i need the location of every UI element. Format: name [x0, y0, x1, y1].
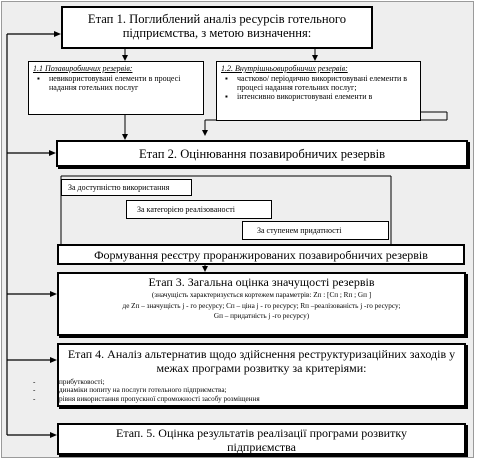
stage1-sub1-title: 1.1 Позавиробничих резервів: — [33, 64, 133, 73]
list-item: - рівня використання пропускної спроможності засобу розміщення — [33, 394, 260, 403]
dash-icon: - — [33, 377, 36, 386]
stage4-box — [33, 343, 466, 407]
stage2-registry-box — [57, 244, 465, 265]
stage1-sub2-list — [221, 74, 417, 102]
list-item: - динаміки попиту на послуги готельного підприємства; — [33, 386, 227, 395]
stage3-box — [57, 272, 466, 336]
stage2-criterion-realizability: За категорією реалізованості — [126, 200, 272, 219]
stage4-title: Етап 4. Аналіз альтернатив щодо здійснення реструктуризаційних заходів у межах програми розвитку за критеріями: — [67, 347, 456, 375]
stage3-formula-line: (значущість характеризується кортежем параметрів: Zп : [Cп ; Rп ; Gп ] — [151, 290, 372, 299]
stage1-box — [61, 6, 373, 49]
list-item: ▪ частково/ періодично використовувані елементи в процесі надання готельних послуг; — [225, 73, 408, 93]
stage3-formula-line: Gп – придатність j -го ресурсу) — [213, 312, 310, 321]
stage5-title: Етап. 5. Оцінка результатів реалізації програми розвитку підприємства — [115, 426, 408, 454]
stage2-box — [56, 140, 468, 167]
stage2-criterion-availability: За доступністю використання — [61, 179, 192, 196]
stage2-criterion-suitability: За ступенем придатності — [242, 221, 389, 240]
stage1-sub1-list — [33, 74, 200, 93]
stage1-sub2-box — [216, 61, 421, 121]
list-item: ▪ інтенсивно використовувані елементи в — [225, 92, 373, 102]
bullet-icon: ▪ — [37, 73, 40, 83]
stage5-box — [57, 423, 466, 455]
stage3-title: Етап 3. Загальна оцінка значущості резервів — [148, 275, 375, 289]
stage2-registry-text: Формування реєстру проранжированих позавиробничих резервів — [94, 248, 428, 262]
stage1-sub2-title: 1.2. Внутрішньовиробничих резервів: — [221, 64, 348, 73]
stage1-sub1-box — [28, 61, 204, 115]
stage3-formula-line: де Zп – значущість j - го ресурсу; Cп – ціна j - го ресурсу; Rп –реалізованість j -го ресурсу; — [122, 301, 401, 310]
list-item: ▪ невикористовувані елементи в процесі надання готельних послуг — [37, 73, 181, 93]
dash-icon: - — [33, 386, 36, 395]
bullet-icon: ▪ — [225, 92, 228, 102]
bullet-icon: ▪ — [225, 73, 228, 83]
list-item: - прибутковості; — [33, 377, 105, 386]
stage2-title: Етап 2. Оцінювання позавиробничих резервів — [138, 147, 386, 161]
stage4-criteria-list — [29, 378, 458, 403]
dash-icon: - — [33, 394, 36, 403]
stage1-title: Етап 1. Поглиблений аналіз ресурсів готельного підприємства, з метою визначення: — [87, 12, 347, 41]
stage3-formula — [63, 290, 460, 322]
